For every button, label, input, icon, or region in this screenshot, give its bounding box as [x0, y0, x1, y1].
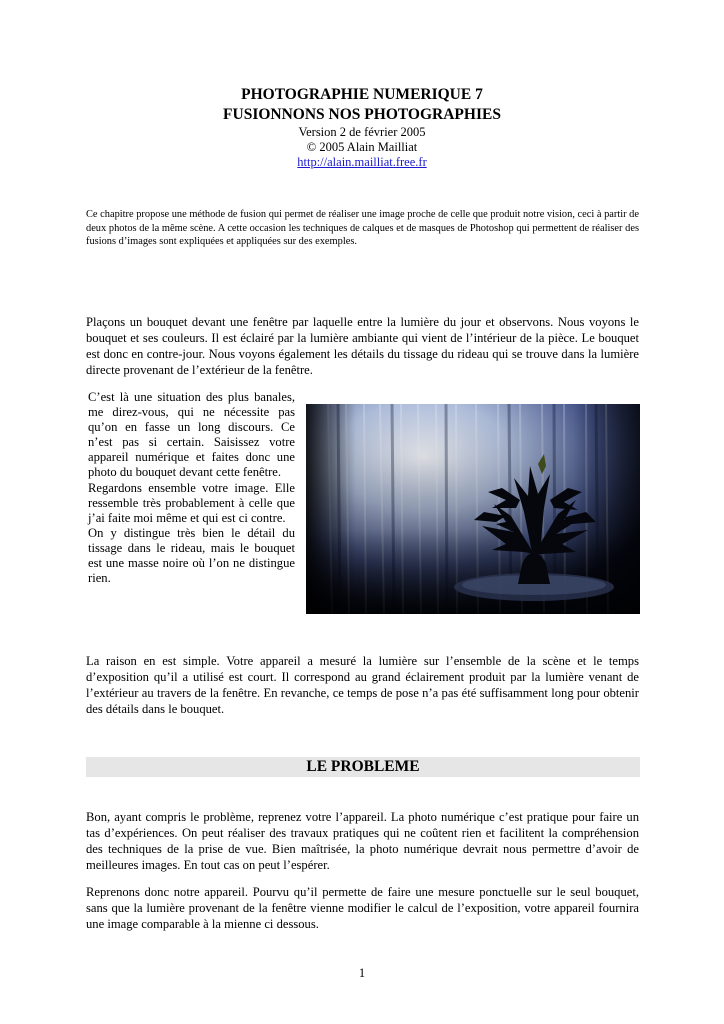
page-number: 1 — [358, 966, 366, 980]
photo-illustration — [306, 404, 640, 614]
column-paragraph-2: Regardons ensemble votre image. Elle ressemble très probablement à celle que j’ai faite moi même et qui est ci contre. — [88, 480, 295, 525]
paragraph-4: Reprenons donc notre appareil. Pourvu qu’il permette de faire une mesure ponctuelle sur le seul bouquet, sans que la lumière provenant de la fenêtre vienne modifier le calcul de l’exposition, votre appareil fournira une image comparable à la mienne ci dessous. — [86, 885, 639, 931]
copyright-text: © 2005 Alain Mailliat — [306, 140, 418, 154]
side-text-column — [88, 390, 295, 586]
section-heading-probleme: LE PROBLEME — [86, 757, 640, 777]
column-paragraph-3: On y distingue très bien le détail du tissage dans le rideau, mais le bouquet est une masse noire où l’on ne distingue rien. — [88, 525, 295, 586]
bouquet-window-photo — [306, 404, 640, 614]
version-text: Version 2 de février 2005 — [298, 125, 426, 139]
doc-title-line1: PHOTOGRAPHIE NUMERIQUE 7 — [241, 86, 483, 103]
author-link-line — [0, 155, 724, 169]
intro-paragraph: Ce chapitre propose une méthode de fusion qui permet de réaliser une image proche de celle que produit notre vision, ceci à partir de deux photos de la même scène. A cette occasion les techniques de calques et de masques de Photoshop qui permettent de réaliser des fusions d’images sont expliquées et appliquées sur des exemples. — [86, 209, 639, 248]
column-paragraph-1: C’est là une situation des plus banales, me direz-vous, qui ne nécessite pas qu’on en fasse un long discours. Ce n’est pas si certain. Saisissez votre appareil numérique et faites donc une photo du bouquet devant cette fenêtre. — [88, 390, 295, 480]
doc-title-line2: FUSIONNONS NOS PHOTOGRAPHIES — [223, 106, 501, 123]
paragraph-3: Bon, ayant compris le problème, reprenez votre l’appareil. La photo numérique c’est pratique pour faire un tas d’expériences. On peut réaliser des travaux pratiques qui ne coûtent rien et facilitent la compréhension des techniques de la prise de vue. Bien maîtrisée, la photo numérique devrait nous permettre d’avoir de meilleures images. En tout cas on peut l’espérer. — [86, 810, 639, 872]
paragraph-1: Plaçons un bouquet devant une fenêtre par laquelle entre la lumière du jour et observons. Nous voyons le bouquet et ses couleurs. Il est éclairé par la lumière ambiante qui vient de l’intérieur de la pièce. Le bouquet est donc en contre-jour. Nous voyons également les détails du tissage du rideau qui se trouve dans la lumière directe provenant de l’extérieur de la fenêtre. — [86, 315, 639, 377]
author-url-link[interactable]: http://alain.mailliat.free.fr — [297, 155, 427, 169]
paragraph-2: La raison en est simple. Votre appareil a mesuré la lumière sur l’ensemble de la scène et le temps d’exposition qu’il a utilisé est court. Il correspond au grand éclairement produit par la lumière venant de l’extérieur au travers de la fenêtre. En revanche, ce temps de pose n’a pas été suffisamment long pour obtenir des détails dans le bouquet. — [86, 654, 639, 716]
